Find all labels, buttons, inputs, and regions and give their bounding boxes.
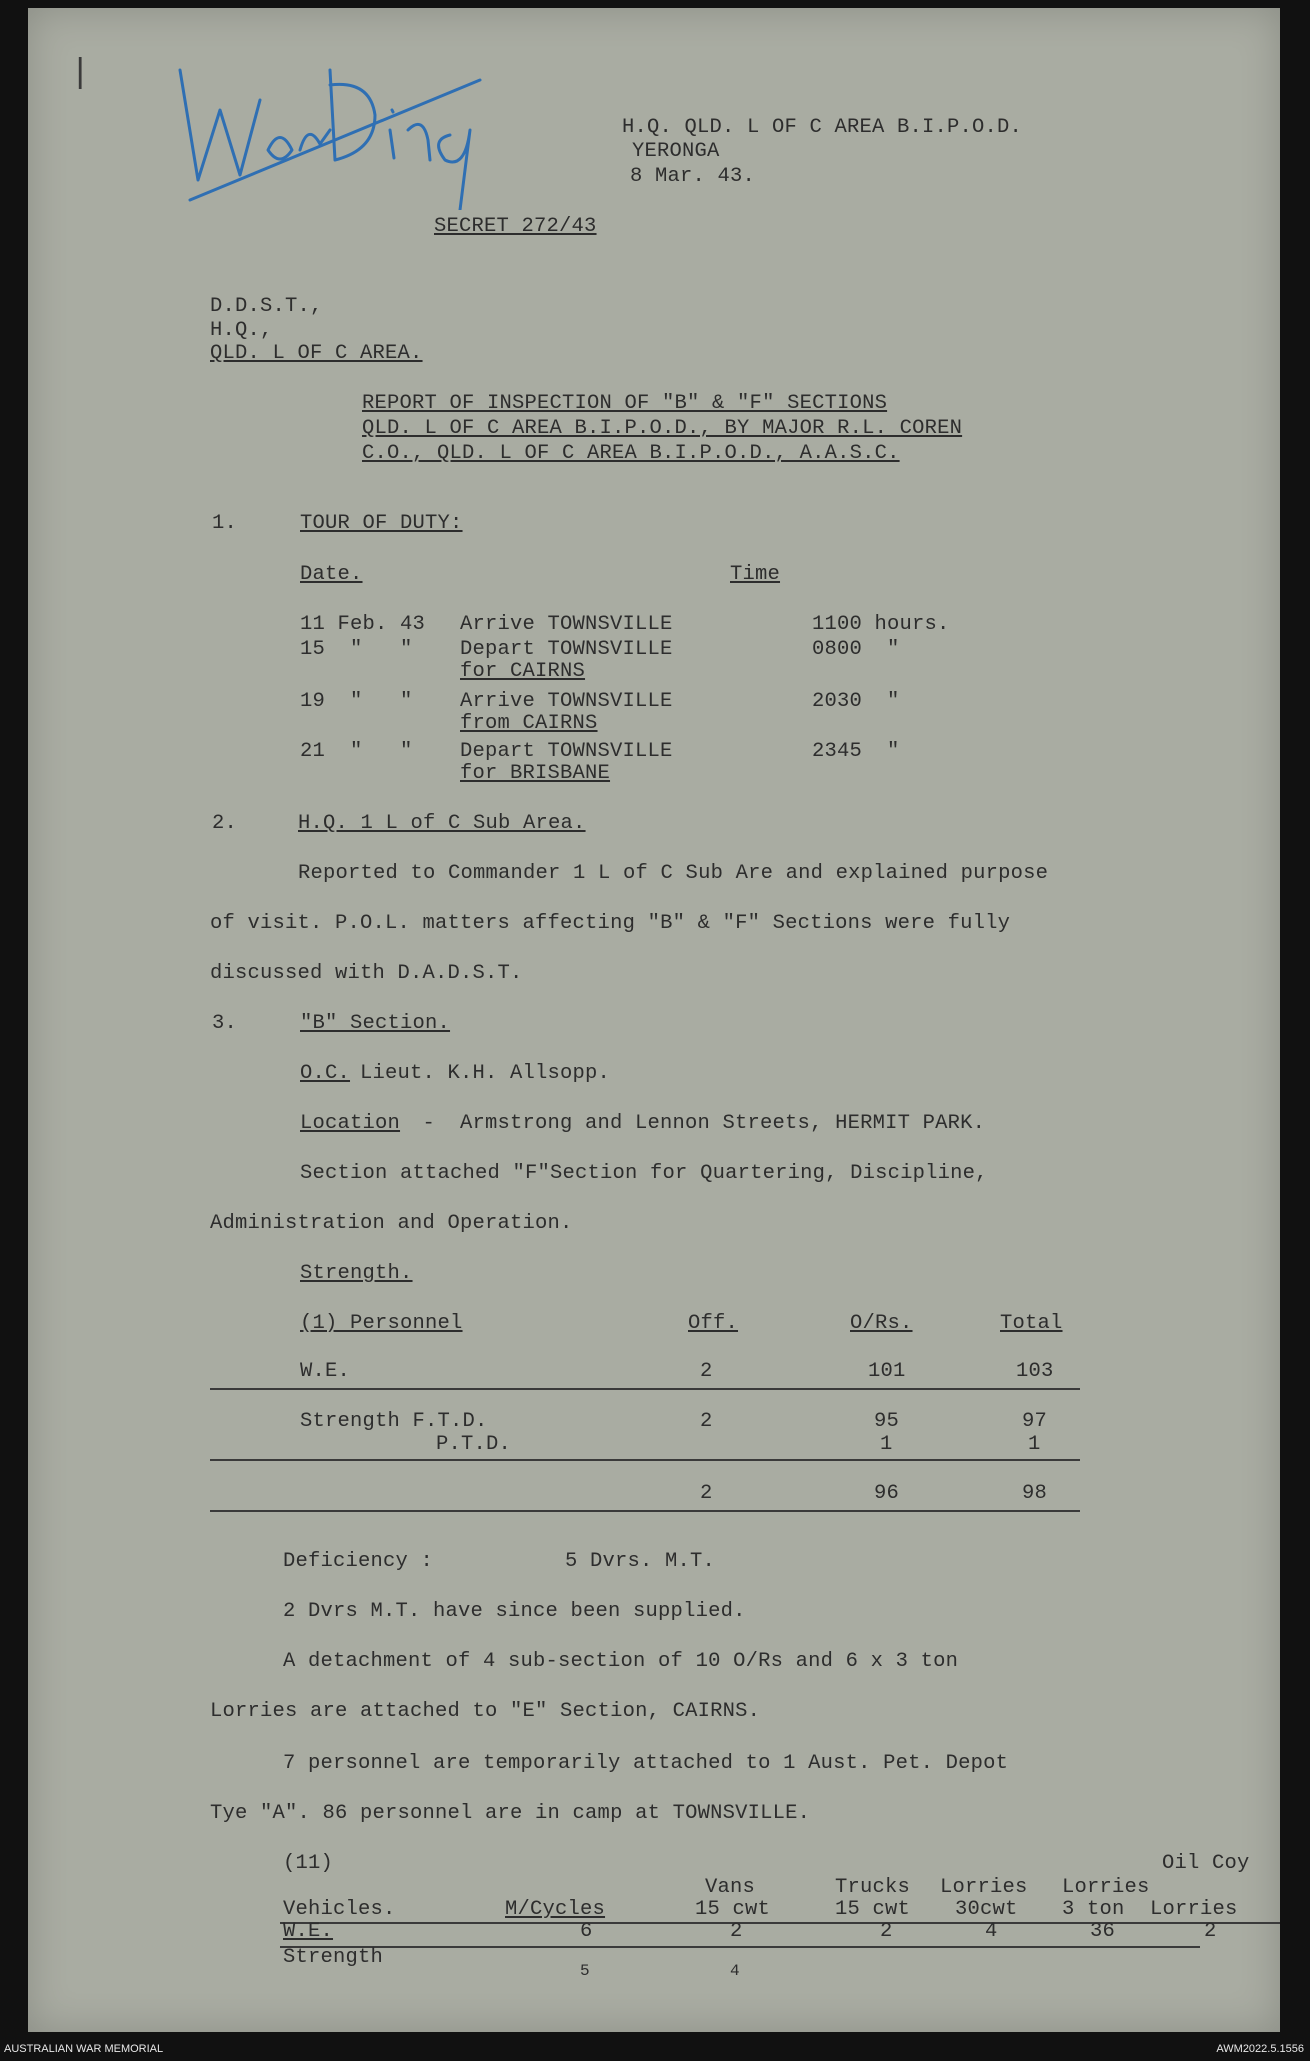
section-title: TOUR OF DUTY: [300, 512, 463, 535]
tour-time: 2030 " [812, 690, 900, 713]
addressee-line: H.Q., [210, 319, 273, 342]
table-rule [210, 1510, 1080, 1512]
vehicle-header: 3 ton [1062, 1898, 1125, 1921]
deficiency-label: Deficiency : [283, 1550, 434, 1573]
paragraph-line: discussed with D.A.D.S.T. [210, 962, 523, 985]
tour-time: 1100 hours. [812, 613, 950, 636]
vehicle-row-label: W.E. [283, 1920, 334, 1943]
personnel-header-off: Off. [688, 1312, 739, 1335]
tour-event: Arrive TOWNSVILLE [460, 613, 673, 636]
paragraph-line: Lorries are attached to "E" Section, CAIRNS. [210, 1700, 761, 1723]
addressee-line: QLD. L OF C AREA. [210, 342, 423, 365]
subject-line: REPORT OF INSPECTION OF "B" & "F" SECTIONS [362, 392, 888, 415]
vehicle-header: 15 cwt [835, 1898, 911, 1921]
tour-time: 0800 " [812, 638, 900, 661]
vehicle-cell: 2 [730, 1920, 743, 1943]
tour-date: 19 " " [300, 690, 413, 713]
section-number: 3. [212, 1012, 238, 1035]
vehicle-header-top: Lorries [1062, 1876, 1150, 1899]
footer-institution: AUSTRALIAN WAR MEMORIAL [4, 2043, 164, 2055]
table-rule [280, 1922, 1280, 1924]
personnel-cell: 1 [880, 1433, 893, 1456]
vehicles-label: Vehicles. [283, 1898, 396, 1921]
personnel-cell: 1 [1028, 1433, 1041, 1456]
vehicle-cell: 2 [880, 1920, 893, 1943]
vehicles-number: (11) [283, 1852, 334, 1875]
personnel-header-total: Total [1000, 1312, 1063, 1335]
vehicle-header-top: Trucks [835, 1876, 911, 1899]
vehicle-cell: 4 [730, 1962, 740, 1980]
subject-line: C.O., QLD. L OF C AREA B.I.P.O.D., A.A.S.C. [362, 442, 900, 465]
vehicle-row-label: Strength [283, 1946, 384, 1969]
vehicle-header: 30cwt [955, 1898, 1018, 1921]
tour-time: 2345 " [812, 740, 900, 763]
paragraph-line: of visit. P.O.L. matters affecting "B" & "F" Sections were fully [210, 912, 1011, 935]
personnel-row-label: W.E. [300, 1360, 351, 1383]
reference-number: SECRET 272/43 [434, 215, 597, 238]
personnel-row-label: P.T.D. [436, 1433, 512, 1456]
paragraph-line: Tye "A". 86 personnel are in camp at TOWNSVILLE. [210, 1802, 811, 1825]
tour-date: 11 Feb. 43 [300, 613, 426, 636]
tour-event: Depart TOWNSVILLE [460, 638, 673, 661]
paragraph-line: 7 personnel are temporarily attached to 1 Aust. Pet. Depot [283, 1752, 1009, 1775]
vehicle-cell: 5 [580, 1962, 590, 1980]
tour-event: Depart TOWNSVILLE [460, 740, 673, 763]
personnel-cell: 103 [1016, 1360, 1054, 1383]
personnel-cell: 98 [1022, 1482, 1048, 1505]
tour-date: 15 " " [300, 638, 413, 661]
header-place: YERONGA [632, 140, 720, 163]
tour-event: Arrive TOWNSVILLE [460, 690, 673, 713]
personnel-label: (1) Personnel [300, 1312, 463, 1335]
location-value: - Armstrong and Lennon Streets, HERMIT PARK. [410, 1112, 986, 1135]
paragraph-line: A detachment of 4 sub-section of 10 O/Rs and 6 x 3 ton [283, 1650, 959, 1673]
section-title: H.Q. 1 L of C Sub Area. [298, 812, 586, 835]
personnel-cell: 96 [874, 1482, 900, 1505]
table-rule [280, 1946, 1200, 1948]
subject-line: QLD. L OF C AREA B.I.P.O.D., BY MAJOR R.L. COREN [362, 417, 963, 440]
personnel-cell: 97 [1022, 1410, 1048, 1433]
vehicle-header: 15 cwt [695, 1898, 771, 1921]
location-label: Location [300, 1112, 401, 1135]
tour-event-detail: for BRISBANE [460, 762, 611, 785]
vehicle-header: M/Cycles [505, 1898, 606, 1921]
personnel-cell: 95 [874, 1410, 900, 1433]
tour-event-detail: from CAIRNS [460, 712, 598, 735]
addressee-line: D.D.S.T., [210, 295, 323, 318]
column-header-time: Time [730, 563, 781, 586]
column-header-date: Date. [300, 563, 363, 586]
personnel-cell: 2 [700, 1482, 713, 1505]
section-number: 2. [212, 812, 238, 835]
tour-event-detail: for CAIRNS [460, 660, 586, 683]
personnel-row-label: Strength F.T.D. [300, 1410, 488, 1433]
section-title: "B" Section. [300, 1012, 451, 1035]
personnel-cell: 2 [700, 1360, 713, 1383]
personnel-header-ors: O/Rs. [850, 1312, 913, 1335]
vehicle-header: Lorries [1150, 1898, 1238, 1921]
vehicle-header-top: Oil Coy [1162, 1852, 1250, 1875]
personnel-cell: 2 [700, 1410, 713, 1433]
paragraph-line: Administration and Operation. [210, 1212, 573, 1235]
personnel-cell: 101 [868, 1360, 906, 1383]
header-unit: H.Q. QLD. L OF C AREA B.I.P.O.D. [622, 116, 1023, 139]
vehicle-header-top: Vans [705, 1876, 756, 1899]
paragraph-line: Section attached "F"Section for Quartering, Discipline, [300, 1162, 988, 1185]
vehicle-cell: 36 [1090, 1920, 1116, 1943]
footer-accession: AWM2022.5.1556 [1216, 2043, 1304, 2055]
vehicle-header-top: Lorries [940, 1876, 1028, 1899]
pencil-mark: | [70, 55, 91, 93]
table-rule [210, 1388, 1080, 1390]
paragraph-line: Reported to Commander 1 L of C Sub Are and explained purpose [298, 862, 1049, 885]
oc-value: Lieut. K.H. Allsopp. [360, 1062, 611, 1085]
header-date: 8 Mar. 43. [630, 165, 756, 188]
table-rule [210, 1459, 1080, 1461]
oc-label: O.C. [300, 1062, 351, 1085]
vehicle-cell: 2 [1204, 1920, 1217, 1943]
deficiency-value: 5 Dvrs. M.T. [565, 1550, 716, 1573]
vehicle-cell: 6 [580, 1920, 593, 1943]
handwritten-signature [150, 40, 490, 210]
paragraph-line: 2 Dvrs M.T. have since been supplied. [283, 1600, 746, 1623]
section-number: 1. [212, 512, 238, 535]
strength-heading: Strength. [300, 1262, 413, 1285]
tour-date: 21 " " [300, 740, 413, 763]
vehicle-cell: 4 [985, 1920, 998, 1943]
